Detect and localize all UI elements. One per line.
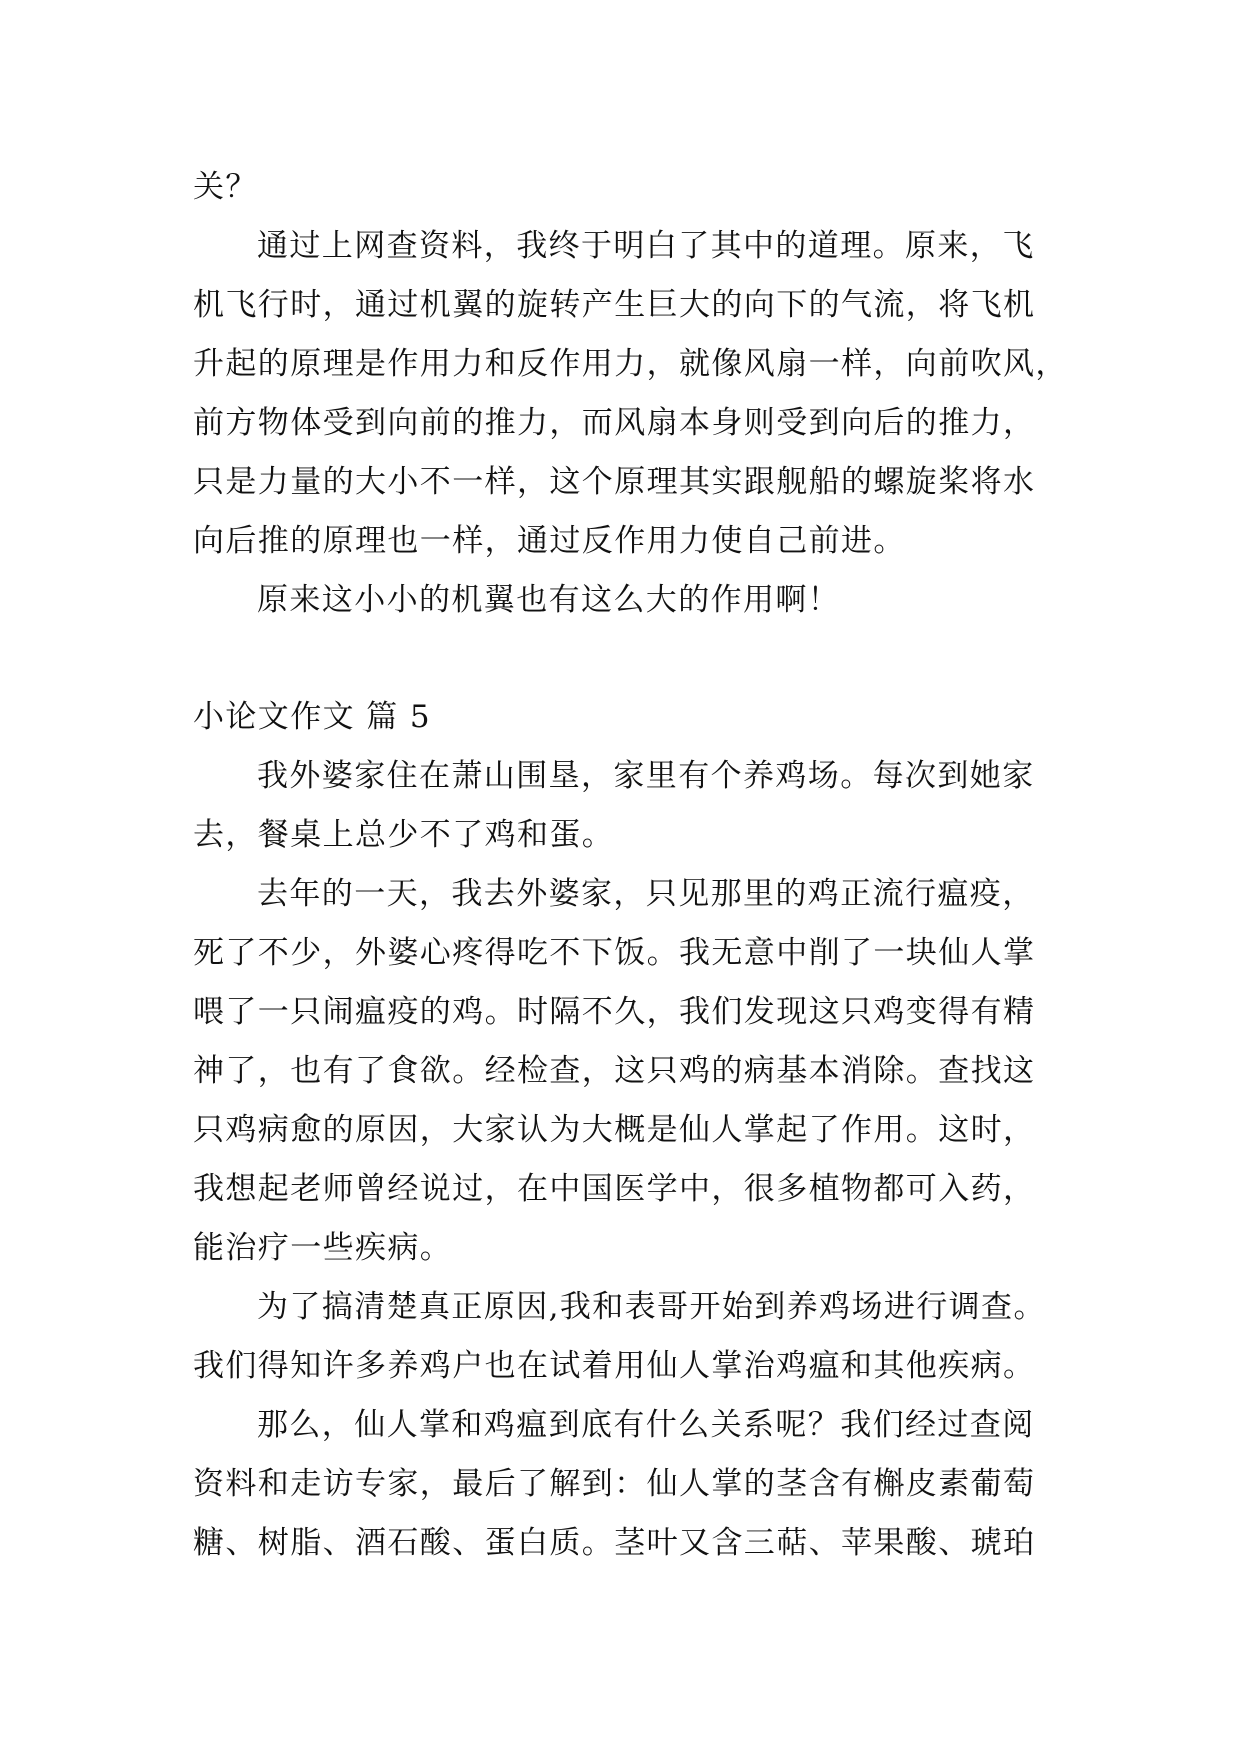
- paragraph-line: 前方物体受到向前的推力，而风扇本身则受到向后的推力，: [193, 405, 1036, 441]
- paragraph-line: 死了不少，外婆心疼得吃不下饭。我无意中削了一块仙人掌: [193, 935, 1036, 971]
- paragraph-line: 为了搞清楚真正原因,我和表哥开始到养鸡场进行调查。: [257, 1289, 1046, 1325]
- paragraph-line: 喂了一只闹瘟疫的鸡。时隔不久，我们发现这只鸡变得有精: [193, 994, 1036, 1030]
- section-heading: 小论文作文 篇 5: [193, 699, 432, 735]
- paragraph-line: 向后推的原理也一样，通过反作用力使自己前进。: [193, 523, 906, 559]
- paragraph-line: 只鸡病愈的原因，大家认为大概是仙人掌起了作用。这时，: [193, 1112, 1036, 1148]
- paragraph-line: 我们得知许多养鸡户也在试着用仙人掌治鸡瘟和其他疾病。: [193, 1348, 1036, 1384]
- paragraph-line: 通过上网查资料，我终于明白了其中的道理。原来，飞: [257, 228, 1035, 264]
- paragraph-line: 能治疗一些疾病。: [193, 1230, 453, 1266]
- paragraph-line: 机飞行时，通过机翼的旋转产生巨大的向下的气流，将飞机: [193, 287, 1036, 323]
- paragraph-line: 我外婆家住在萧山围垦，家里有个养鸡场。每次到她家: [257, 758, 1035, 794]
- paragraph-line: 只是力量的大小不一样，这个原理其实跟舰船的螺旋桨将水: [193, 464, 1036, 500]
- paragraph-line: 糖、树脂、酒石酸、蛋白质。茎叶又含三萜、苹果酸、琥珀: [193, 1525, 1036, 1561]
- paragraph-line: 原来这小小的机翼也有这么大的作用啊！: [257, 582, 841, 618]
- paragraph-line: 神了，也有了食欲。经检查，这只鸡的病基本消除。查找这: [193, 1053, 1036, 1089]
- paragraph-line: 那么，仙人掌和鸡瘟到底有什么关系呢？我们经过查阅: [257, 1407, 1035, 1443]
- paragraph-line: 去，餐桌上总少不了鸡和蛋。: [193, 817, 615, 853]
- paragraph-line: 我想起老师曾经说过，在中国医学中，很多植物都可入药，: [193, 1171, 1036, 1207]
- section-1: [193, 158, 1068, 630]
- section-2: [193, 688, 1053, 1573]
- paragraph-line: 关？: [193, 169, 258, 205]
- paragraph-line: 资料和走访专家，最后了解到：仙人掌的茎含有槲皮素葡萄: [193, 1466, 1036, 1502]
- paragraph-line: 去年的一天，我去外婆家，只见那里的鸡正流行瘟疫，: [257, 876, 1035, 912]
- paragraph-line: 升起的原理是作用力和反作用力，就像风扇一样，向前吹风，: [193, 346, 1068, 382]
